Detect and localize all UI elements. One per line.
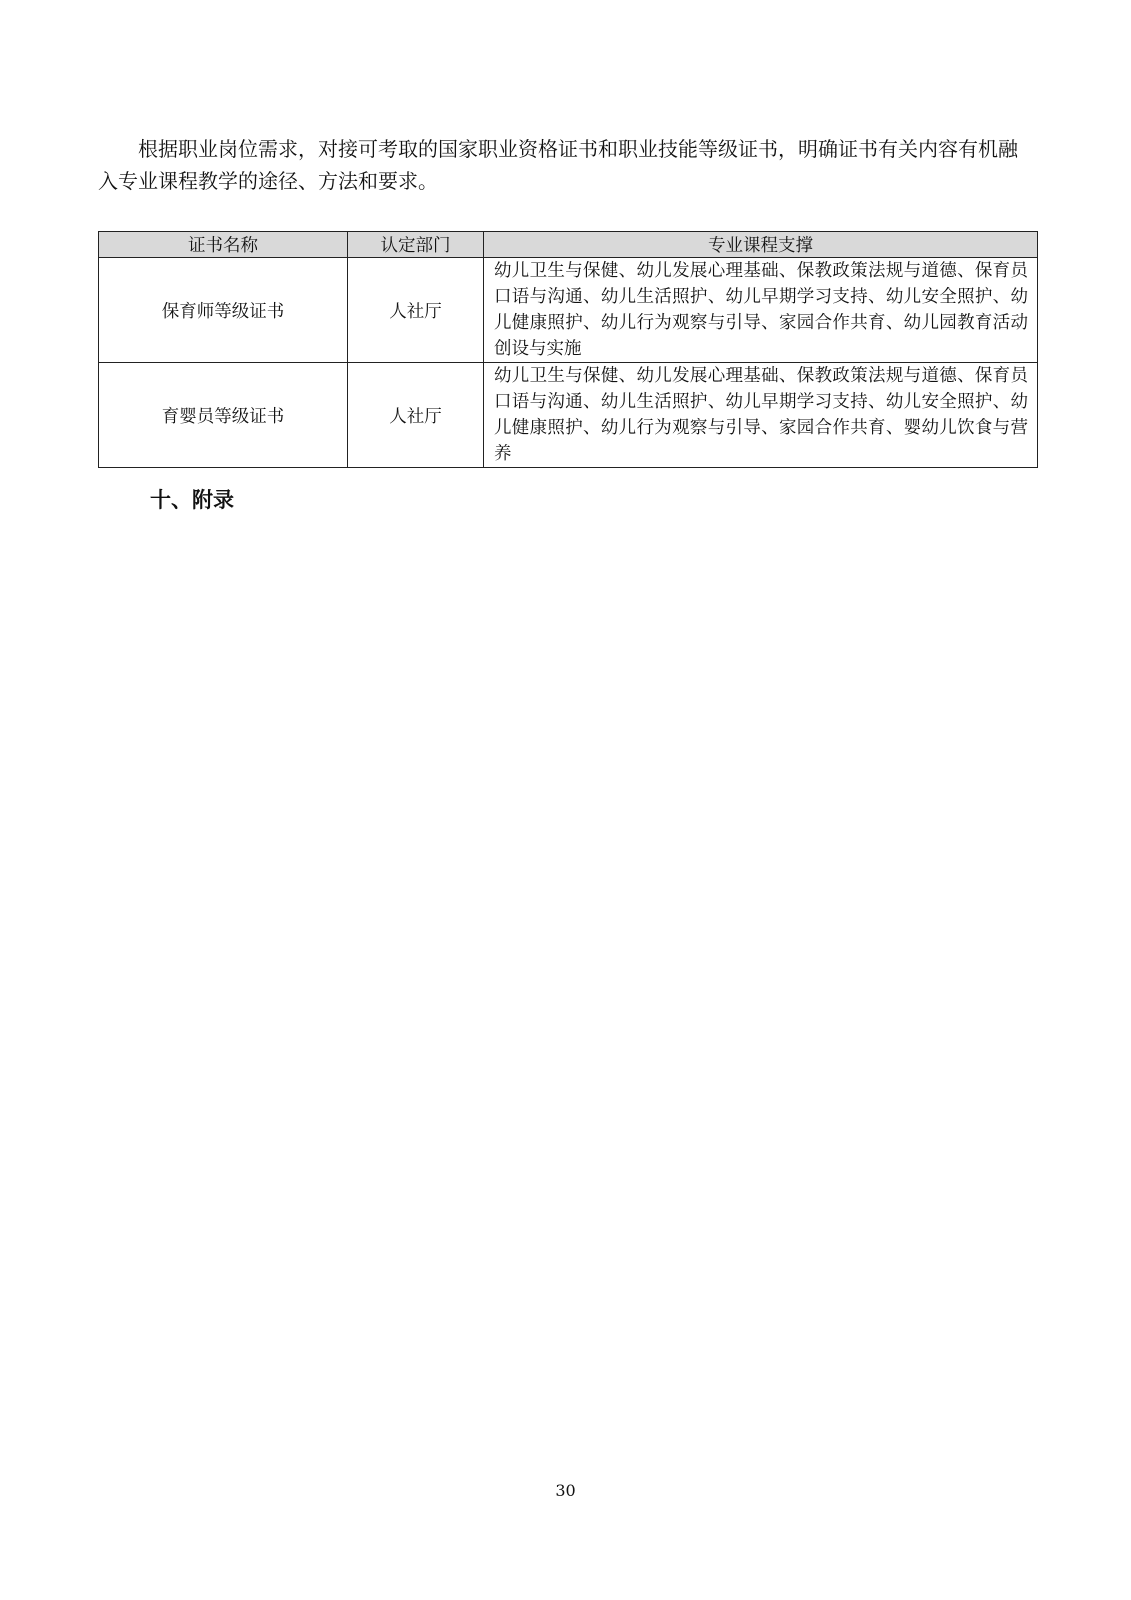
certificate-name-cell: 保育师等级证书 bbox=[99, 258, 348, 363]
header-certificate-name: 证书名称 bbox=[99, 232, 348, 258]
table-row bbox=[99, 258, 1038, 363]
department-cell: 人社厅 bbox=[348, 363, 484, 468]
table-header-row bbox=[99, 232, 1038, 258]
certificate-name-cell: 育婴员等级证书 bbox=[99, 363, 348, 468]
header-department: 认定部门 bbox=[348, 232, 484, 258]
header-course-support: 专业课程支撑 bbox=[484, 232, 1038, 258]
section-heading-appendix: 十、附录 bbox=[150, 488, 234, 512]
course-support-cell: 幼儿卫生与保健、幼儿发展心理基础、保教政策法规与道德、保育员口语与沟通、幼儿生活照护、幼儿早期学习支持、幼儿安全照护、幼儿健康照护、幼儿行为观察与引导、家园合作共育、幼儿园教育活动创设与实施 bbox=[484, 258, 1038, 363]
intro-paragraph: 根据职业岗位需求，对接可考取的国家职业资格证书和职业技能等级证书，明确证书有关内容有机融入专业课程教学的途径、方法和要求。 bbox=[98, 137, 1018, 193]
certificate-table bbox=[98, 231, 1038, 468]
page-number: 30 bbox=[555, 1481, 576, 1500]
table-row bbox=[99, 363, 1038, 468]
course-support-cell: 幼儿卫生与保健、幼儿发展心理基础、保教政策法规与道德、保育员口语与沟通、幼儿生活照护、幼儿早期学习支持、幼儿安全照护、幼儿健康照护、幼儿行为观察与引导、家园合作共育、婴幼儿饮食与营养 bbox=[484, 363, 1038, 468]
department-cell: 人社厅 bbox=[348, 258, 484, 363]
